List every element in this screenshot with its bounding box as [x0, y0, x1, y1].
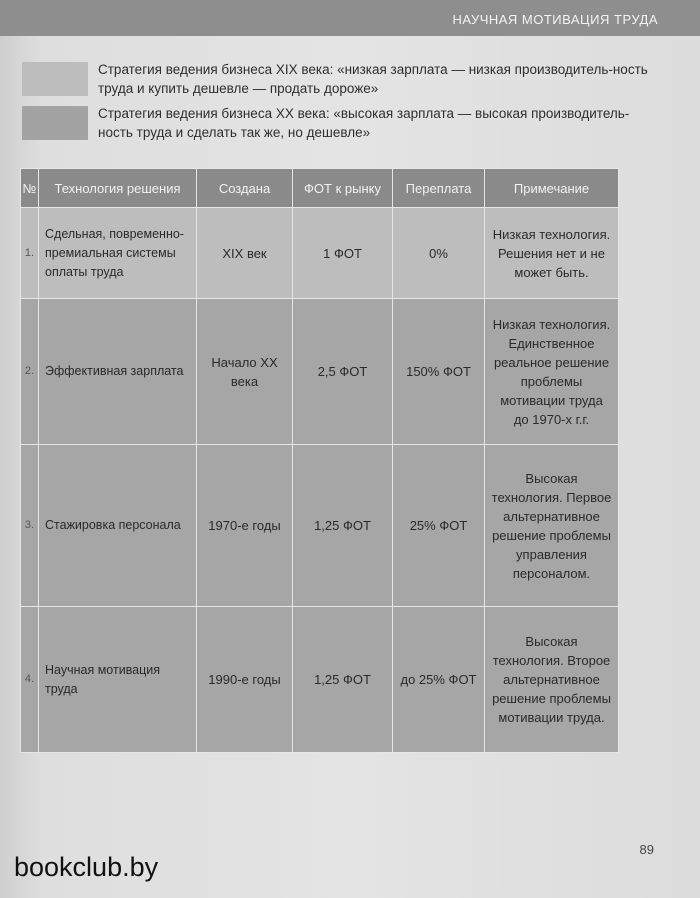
- column-header-note: Примечание: [485, 169, 619, 208]
- column-header-fot: ФОТ к рынку: [293, 169, 393, 208]
- overpay-cell: 150% ФОТ: [393, 299, 485, 445]
- running-head: НАУЧНАЯ МОТИВАЦИЯ ТРУДА: [452, 12, 658, 27]
- table-header-row: [21, 169, 619, 208]
- table-row: [21, 445, 619, 607]
- technology-cell: Стажировка персонала: [39, 445, 197, 607]
- overpay-cell: до 25% ФОТ: [393, 607, 485, 753]
- created-cell: XIX век: [197, 208, 293, 299]
- legend-row-20th-century: [22, 104, 662, 142]
- fot-cell: 1 ФОТ: [293, 208, 393, 299]
- legend-row-19th-century: [22, 60, 662, 98]
- note-cell: Высокая технология. Второе альтернативное решение проблемы мотивации труда.: [485, 607, 619, 753]
- legend-text: Стратегия ведения бизнеса XX века: «высокая зарплата — высокая производитель-ность труда и сделать так же, но дешевле»: [98, 106, 630, 140]
- technology-cell: Эффективная зарплата: [39, 299, 197, 445]
- technology-table: [20, 168, 619, 753]
- header-bar: [0, 0, 700, 36]
- legend-text: Стратегия ведения бизнеса XIX века: «низкая зарплата — низкая производитель-ность труда и купить дешевле — продать дороже»: [98, 62, 648, 96]
- note-cell: Высокая технология. Первое альтернативное решение проблемы управления персоналом.: [485, 445, 619, 607]
- page-number: 89: [639, 842, 654, 857]
- technology-cell: Сдельная, повременно-премиальная системы оплаты труда: [39, 208, 197, 299]
- table-row: [21, 607, 619, 753]
- legend-swatch-light: [22, 62, 88, 96]
- note-cell: Низкая технология. Единственное реальное решение проблемы мотивации труда до 1970-х г.г.: [485, 299, 619, 445]
- legend: [22, 60, 662, 148]
- created-cell: Начало XX века: [197, 299, 293, 445]
- overpay-cell: 0%: [393, 208, 485, 299]
- column-header-created: Создана: [197, 169, 293, 208]
- fot-cell: 1,25 ФОТ: [293, 607, 393, 753]
- column-header-number: №: [21, 169, 39, 208]
- row-number: 4.: [21, 607, 39, 753]
- overpay-cell: 25% ФОТ: [393, 445, 485, 607]
- row-number: 3.: [21, 445, 39, 607]
- technology-cell: Научная мотивация труда: [39, 607, 197, 753]
- legend-swatch-dark: [22, 106, 88, 140]
- note-cell: Низкая технология. Решения нет и не может быть.: [485, 208, 619, 299]
- fot-cell: 2,5 ФОТ: [293, 299, 393, 445]
- table-row: [21, 208, 619, 299]
- column-header-overpay: Переплата: [393, 169, 485, 208]
- table-row: [21, 299, 619, 445]
- row-number: 2.: [21, 299, 39, 445]
- created-cell: 1970-е годы: [197, 445, 293, 607]
- column-header-technology: Технология решения: [39, 169, 197, 208]
- watermark: bookclub.by: [14, 852, 159, 882]
- fot-cell: 1,25 ФОТ: [293, 445, 393, 607]
- row-number: 1.: [21, 208, 39, 299]
- created-cell: 1990-е годы: [197, 607, 293, 753]
